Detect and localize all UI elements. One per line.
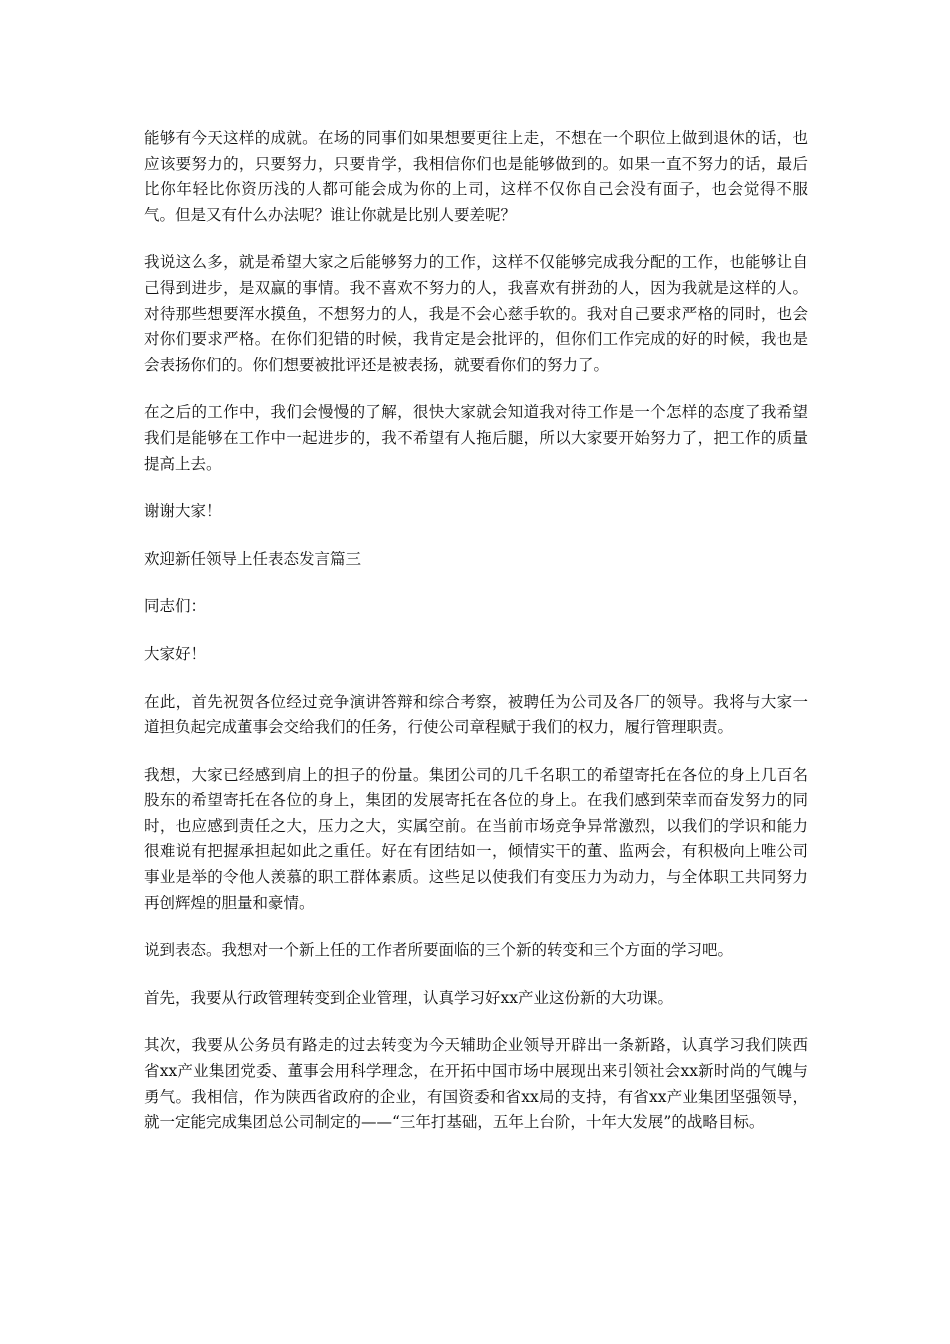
paragraph-11: 首先，我要从行政管理转变到企业管理，认真学习好xx产业这份新的大功课。 — [144, 988, 673, 1007]
paragraph-9: 我想，大家已经感到肩上的担子的份量。集团公司的几千名职工的希望寄托在各位的身上几百名股东的希望寄托在各位的身上，集团的发展寄托在各位的身上。在我们感到荣幸而奋发努力的同时，也应感到责任之大，压力之大，实属空前。在当前市场竞争异常激烈，以我们的学识和能力很难说有把握承担起如此之重任。好在有团结如一，倾情实干的董、监两会，有积极向上唯公司事业是举的令他人羡慕的职工群体素质。这些足以使我们有变压力为动力，与全体职工共同努力再创辉煌的胆量和豪情。 — [144, 765, 808, 912]
document-body — [144, 126, 808, 1158]
salutation: 同志们： — [144, 597, 207, 616]
paragraph-12: 其次，我要从公务员有路走的过去转变为今天辅助企业领导开辟出一条新路，认真学习我们陕西省xx产业集团党委、董事会用科学理念，在开拓中国市场中展现出来引领社会xx新时尚的气魄与勇气。我相信，作为陕西省政府的企业，有国资委和省xx局的支持，有省xx产业集团坚强领导，就一定能完成集团总公司制定的——“三年打基础，五年上台阶，十年大发展”的战略目标。 — [144, 1036, 808, 1132]
paragraph-1: 能够有今天这样的成就。在场的同事们如果想要更往上走，不想在一个职位上做到退休的话，也应该要努力的，只要努力，只要肯学，我相信你们也是能够做到的。如果一直不努力的话，最后比你年轻比你资历浅的人都可能会成为你的上司，这样不仅你自己会没有面子，也会觉得不服气。但是又有什么办法呢？谁让你就是比别人要差呢？ — [144, 129, 808, 224]
paragraph-10: 说到表态。我想对一个新上任的工作者所要面临的三个新的转变和三个方面的学习吧。 — [144, 941, 734, 960]
paragraph-2: 我说这么多，就是希望大家之后能够努力的工作，这样不仅能够完成我分配的工作，也能够让自己得到进步，是双赢的事情。我不喜欢不努力的人，我喜欢有拼劲的人，因为我就是这样的人。对待那些想要浑水摸鱼，不想努力的人，我是不会心慈手软的。我对自己要求严格的同时，也会对你们要求严格。在你们犯错的时候，我肯定是会批评的，但你们工作完成的好的时候，我也是会表扬你们的。你们想要被批评还是被表扬，就要看你们的努力了。 — [144, 253, 808, 374]
paragraph-3: 在之后的工作中，我们会慢慢的了解，很快大家就会知道我对待工作是一个怎样的态度了我希望我们是能够在工作中一起进步的，我不希望有人拖后腿，所以大家要开始努力了，把工作的质量提高上去。 — [144, 403, 808, 473]
paragraph-thanks: 谢谢大家！ — [144, 502, 222, 521]
greeting: 大家好！ — [144, 644, 207, 663]
section-title: 欢迎新任领导上任表态发言篇三 — [144, 549, 362, 568]
paragraph-8: 在此，首先祝贺各位经过竞争演讲答辩和综合考察，被聘任为公司及各厂的领导。我将与大家一道担负起完成董事会交给我们的任务，行使公司章程赋于我们的权力，履行管理职责。 — [144, 692, 808, 737]
